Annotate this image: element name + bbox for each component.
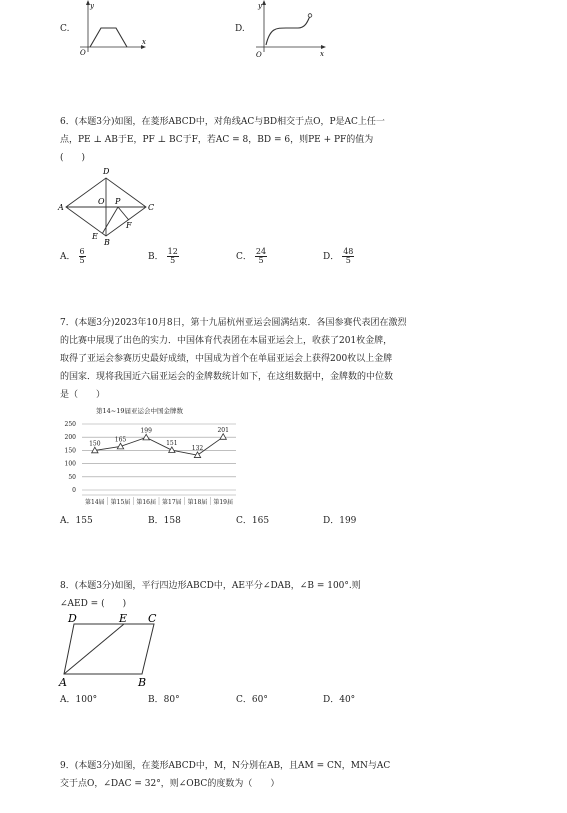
data-label: 150 bbox=[89, 440, 101, 448]
q8-line-1: 8．(本题3分)如图，平行四边形ABCD中，AE平分∠DAB，∠B = 100°.则 bbox=[60, 581, 361, 591]
q5-d-origin-label: O bbox=[256, 51, 262, 58]
q5-option-d-graph bbox=[252, 0, 332, 58]
x-tick-label: 第19届 bbox=[213, 499, 233, 506]
q6-line-1: 6．(本题3分)如图，在菱形ABCD中，对角线AC与BD相交于点O，P是AC上任一 bbox=[60, 117, 385, 127]
q6-label-b: B bbox=[104, 238, 110, 247]
x-tick-label: 第15届 bbox=[110, 499, 131, 506]
q6-option-d bbox=[323, 248, 354, 265]
data-point-marker bbox=[169, 447, 175, 453]
q6-option-b-denominator: 5 bbox=[170, 256, 176, 265]
q6-label-e: E bbox=[92, 232, 98, 241]
question-6 bbox=[60, 113, 410, 167]
question-9 bbox=[60, 757, 410, 793]
x-tick-label: 第17届 bbox=[162, 499, 182, 506]
q7-option-b: B．158 bbox=[148, 516, 181, 526]
q8-label-e: E bbox=[119, 612, 128, 625]
chart-title: 第14~19届亚运会中国金牌数 bbox=[96, 407, 183, 415]
q5-option-c-graph bbox=[76, 0, 156, 58]
q7-option-c: C．165 bbox=[236, 516, 270, 526]
q9-line-2: 交于点O，∠DAC = 32°，则∠OBC的度数为（ ） bbox=[60, 779, 280, 789]
q6-label-d: D bbox=[103, 167, 110, 176]
q5-c-y-label: y bbox=[90, 2, 94, 10]
q5-option-c-label: C. bbox=[60, 24, 70, 34]
q6-option-b-numerator: 12 bbox=[167, 247, 178, 256]
q5-c-x-label: x bbox=[142, 38, 146, 46]
y-tick-label: 50 bbox=[68, 473, 76, 481]
q8-label-a: A bbox=[59, 676, 67, 688]
y-tick-label: 150 bbox=[64, 447, 76, 455]
q5-c-origin-label: O bbox=[80, 49, 86, 57]
q6-option-c bbox=[236, 248, 267, 265]
q8-option-d: D．40° bbox=[323, 695, 356, 705]
q7-line-2: 的比赛中展现了出色的实力．中国体育代表团在本届亚运会上，收获了201枚金牌， bbox=[60, 336, 393, 346]
y-tick-label: 100 bbox=[64, 460, 76, 468]
q6-option-a bbox=[60, 248, 86, 265]
x-tick-label: 第14届 bbox=[85, 499, 105, 506]
q7-line-4: 的国家．现将我国近六届亚运会的金牌数统计如下，在这组数据中，金牌数的中位数 bbox=[60, 372, 394, 382]
q6-label-c: C bbox=[148, 203, 155, 212]
q6-option-b bbox=[148, 248, 179, 265]
q6-label-f: F bbox=[126, 221, 132, 230]
q6-label-p: P bbox=[115, 197, 121, 206]
q6-line-2: 点，PE ⊥ AB于E，PF ⊥ BC于F，若AC = 8，BD = 6，则PE + PF的值为 bbox=[60, 135, 374, 145]
q8-label-c: C bbox=[148, 612, 157, 625]
q6-option-a-numerator: 6 bbox=[79, 247, 85, 256]
question-7 bbox=[60, 314, 420, 404]
q6-option-c-denominator: 5 bbox=[258, 256, 264, 265]
q7-option-d: D．199 bbox=[323, 516, 357, 526]
q6-option-b-letter: B． bbox=[148, 252, 164, 262]
q8-option-b: B．80° bbox=[148, 695, 180, 705]
q8-option-c: C．60° bbox=[236, 695, 268, 705]
q6-label-a: A bbox=[58, 203, 64, 212]
q8-parallelogram-figure bbox=[56, 612, 166, 688]
data-label: 199 bbox=[140, 427, 152, 435]
q5-option-d-label: D. bbox=[235, 24, 245, 34]
q6-option-c-numerator: 24 bbox=[255, 247, 267, 256]
q9-line-1: 9．(本题3分)如图，在菱形ABCD中，M，N分别在AB，且AM = CN，MN与AC bbox=[60, 761, 391, 771]
y-tick-label: 0 bbox=[72, 487, 76, 494]
q5-d-y-label: y bbox=[258, 2, 262, 10]
data-label: 165 bbox=[114, 436, 127, 444]
q6-line-3: ( ) bbox=[60, 153, 86, 163]
q8-label-d: D bbox=[68, 612, 77, 625]
x-tick-label: 第16届 bbox=[136, 499, 156, 506]
q6-option-c-letter: C． bbox=[236, 252, 252, 262]
q7-line-3: 取得了亚运会参赛历史最好成绩，中国成为首个在单届亚运会上获得200枚以上金牌 bbox=[60, 354, 393, 364]
q7-option-a: A．155 bbox=[60, 516, 93, 526]
data-label: 151 bbox=[166, 440, 178, 448]
x-tick-label: 第18届 bbox=[187, 499, 208, 506]
q8-label-b: B bbox=[138, 676, 147, 688]
q5-d-x-label: x bbox=[320, 50, 324, 58]
q6-option-d-numerator: 48 bbox=[343, 247, 354, 256]
q7-gold-medal-line-chart bbox=[56, 404, 242, 506]
q6-option-a-letter: A． bbox=[60, 252, 76, 262]
q8-option-a: A．100° bbox=[60, 695, 98, 705]
q6-rhombus-figure bbox=[56, 164, 160, 250]
data-point-marker bbox=[220, 434, 226, 440]
question-8 bbox=[60, 577, 410, 613]
y-tick-label: 250 bbox=[64, 421, 76, 428]
data-label: 132 bbox=[191, 445, 204, 453]
q6-option-a-denominator: 5 bbox=[79, 256, 85, 265]
data-label: 201 bbox=[217, 426, 229, 434]
q6-option-d-denominator: 5 bbox=[345, 256, 351, 265]
q8-line-2: ∠AED = ( ) bbox=[60, 599, 127, 609]
q6-label-o: O bbox=[98, 197, 105, 206]
q7-line-1: 7．(本题3分)2023年10月8日，第十九届杭州亚运会圆满结束．各国参赛代表团在激烈 bbox=[60, 318, 407, 328]
q7-line-5: 是（ ） bbox=[60, 390, 106, 400]
q6-option-d-letter: D． bbox=[323, 252, 340, 262]
y-tick-label: 200 bbox=[64, 434, 76, 442]
